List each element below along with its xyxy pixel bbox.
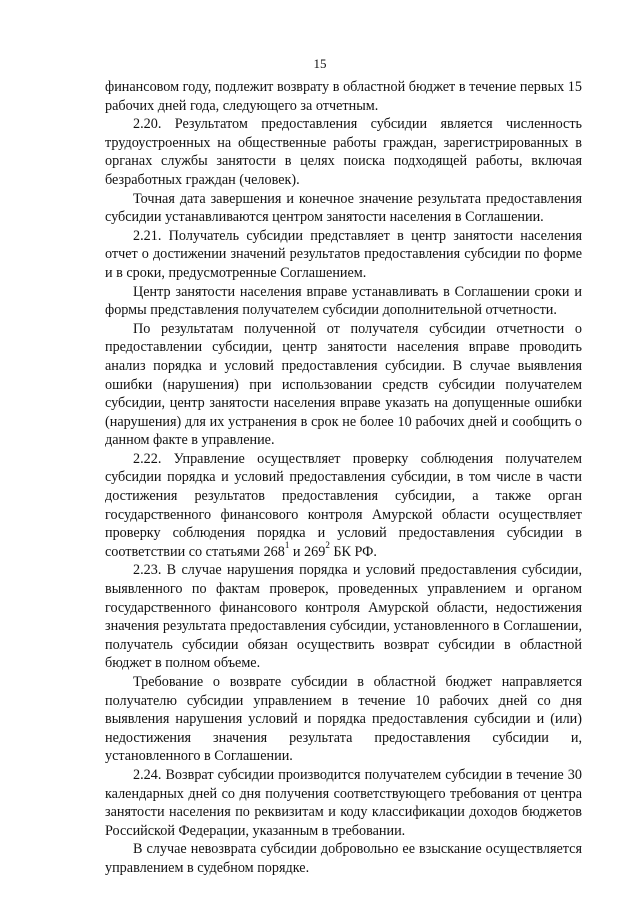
paragraph-report-analysis: По результатам полученной от получателя субсидии отчетности о предоставлении субсидии, центр занятости населения вправе проводить анализ порядка и условий предоставления субсидии. В случае выявления ошибки (нарушения) при использовании средств субсидии получателем субсидии, центр занятости населения вправе указать на допущенные ошибки (нарушения) для их устранения в срок не более 10 рабочих дней и сообщить о данном факте в управление. [105,320,582,449]
paragraph-continuation: финансовом году, подлежит возврату в областной бюджет в течение первых 15 рабочих дней года, следующего за отчетным. [105,79,582,114]
paragraph-additional-reporting: Центр занятости населения вправе устанавливать в Соглашении сроки и формы представления получателем субсидии дополнительной отчетности. [105,283,582,319]
paragraph-2-21: 2.21. Получатель субсидии представляет в центр занятости населения отчет о достижении значений результатов предоставления субсидии по форме и в сроки, предусмотренные Соглашением. [105,227,582,281]
page-number: 15 [313,56,327,71]
paragraph-return-demand: Требование о возврате субсидии в областной бюджет направляется получателю субсидии управлением в течение 10 рабочих дней со дня выявления нарушения условий и порядка предоставления субсидии и (или) недостижения значения результата предоставления субсидии и, установленного в Соглашении. [105,674,582,765]
paragraph-2-22-mid: и 269 [289,543,326,560]
paragraph-court-recovery: В случае невозврата субсидии добровольно ее взыскание осуществляется управлением в судебном порядке. [105,841,582,876]
paragraph-2-23: 2.23. В случае нарушения порядка и условий предоставления субсидии, выявленного по фактам проверок, проведенных управлением и органом государственного финансового контроля Амурской области, недостижения значения результата предоставления субсидии, установленного в Соглашении, получатель субсидии обязан осуществить возврат субсидии в областной бюджет в полном объеме. [105,562,582,672]
paragraph-2-22-text: 2.22. Управление осуществляет проверку соблюдения получателем субсидии порядка и условий предоставления субсидии, в том числе в части достижения результатов предоставления субсидии, а также орган государственного финансового контроля Амурской области осуществляет проверку соблюдения порядка и условий предоставления субсидии в соответствии со статьями 268 [105,450,582,560]
document-body [105,78,582,878]
paragraph-result-date: Точная дата завершения и конечное значение результата предоставления субсидии устанавливаются центром занятости населения в Соглашении. [105,190,582,226]
footnote-sup-1: 1 [284,540,290,551]
paragraph-2-20: 2.20. Результатом предоставления субсидии является численность трудоустроенных на общественные работы граждан, зарегистрированных в органах службы занятости в целях поиска подходящей работы, включая безработных граждан (человек). [105,116,582,188]
paragraph-2-24: 2.24. Возврат субсидии производится получателем субсидии в течение 30 календарных дней со дня получения соответствующего требования от центра занятости населения по реквизитам и коду классификации доходов бюджетов Российской Федерации, указанным в требовании. [105,766,582,839]
paragraph-2-22-tail: БК РФ. [329,543,377,560]
footnote-sup-2: 2 [325,540,330,551]
paragraph-2-22 [105,450,582,562]
